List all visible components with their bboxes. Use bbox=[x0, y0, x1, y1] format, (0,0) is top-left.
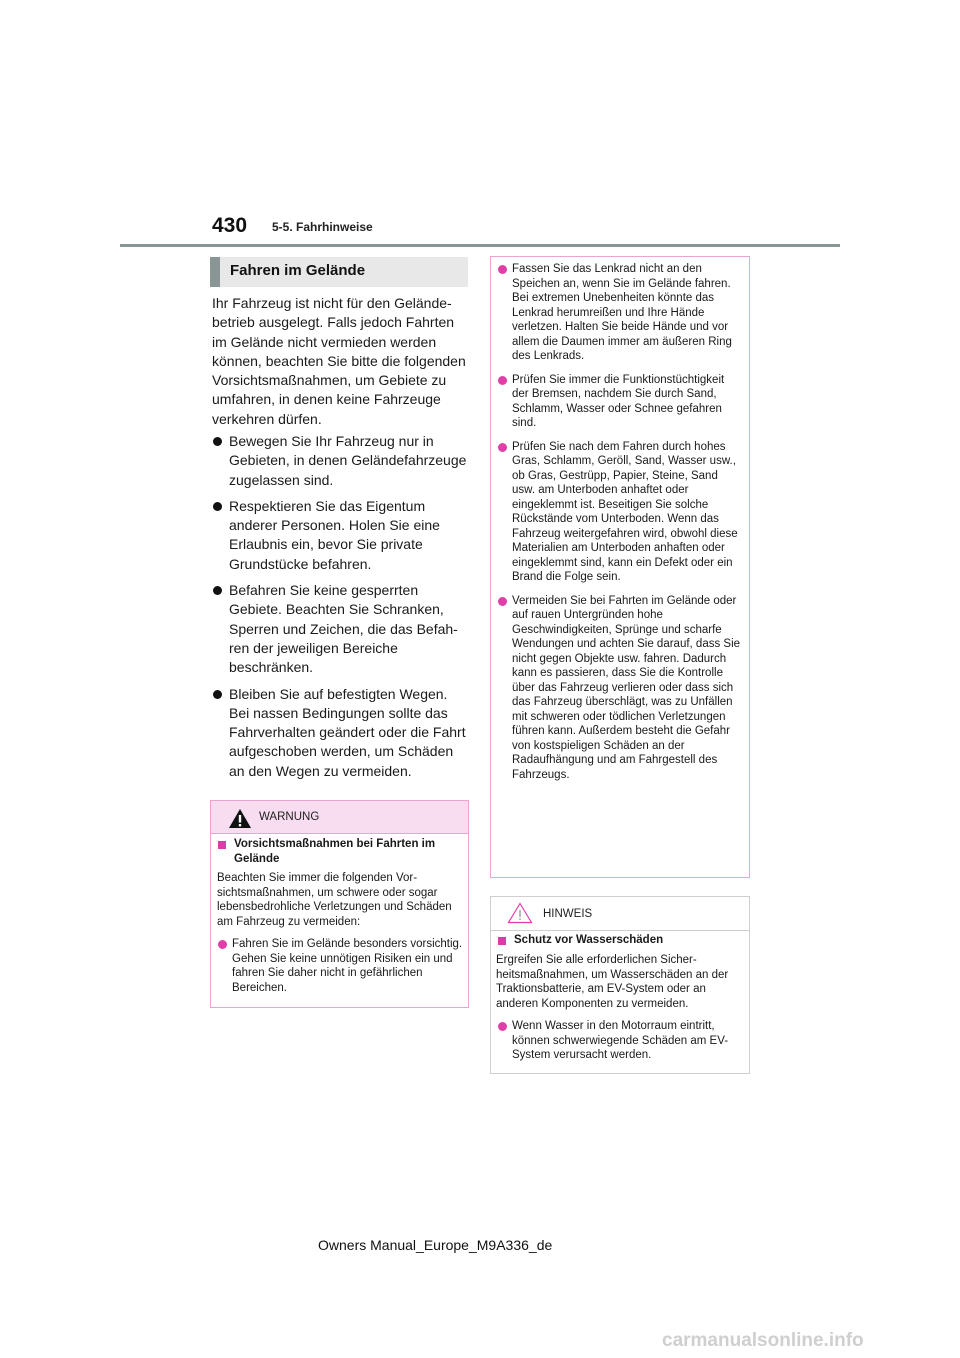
bullet-dot-icon bbox=[213, 690, 222, 699]
warning-box bbox=[210, 800, 469, 1008]
header-divider bbox=[120, 244, 840, 247]
bullet-dot-icon bbox=[213, 586, 222, 595]
list-item bbox=[212, 497, 470, 574]
pink-bullet-icon bbox=[218, 940, 227, 949]
notice-triangle-icon bbox=[507, 902, 533, 924]
footer-text: Owners Manual_Europe_M9A336_de bbox=[318, 1237, 553, 1253]
list-item bbox=[217, 937, 464, 995]
list-item-text: Vermeiden Sie bei Fahrten im Gelände oder auf rauen Untergründen hohe Geschwindigkeiten, Sprünge und scharfe Wendungen und achten Sie darauf, dass Sie nicht gegen Objekte usw. fahren. Dadurch kann es passieren, dass Sie die Kontrolle über das Fahrzeug verlieren oder dass sich das Fahrzeug überschlägt, was zu Unfällen mit schweren oder tödlichen Verletzungen führen kann. Außerdem besteht die Gefahr von kostspieligen Schäden an der Radaufhängung und am Fahrgestell des Fahrzeugs. bbox=[512, 594, 741, 781]
intro-paragraph: Ihr Fahrzeug ist nicht für den Geländebetrieb ausgelegt. Falls jedoch Fahrten im Gelände nicht vermieden werden können, beachten Sie bitte die folgenden Vorsichtsmaßnahmen, um Gebiete zu umfahren, in denen keine Fahrzeuge verkehren dürfen. bbox=[212, 295, 466, 427]
list-item bbox=[212, 432, 470, 490]
notice-list bbox=[497, 1019, 743, 1072]
list-item bbox=[497, 440, 742, 585]
section-heading-text: Fahren im Gelände bbox=[230, 262, 366, 279]
section-header: 5-5. Fahrhinweise bbox=[272, 220, 373, 234]
warning-text: Beachten Sie immer die folgenden Vorsichtsmaßnahmen, um schwere oder sogar lebensbedrohliche Verletzungen und Schäden am Fahrzeug zu vermeiden: bbox=[217, 872, 452, 928]
list-item-text: Fahren Sie im Gelände besonders vorsichtig. Gehen Sie keine unnötigen Risiken ein und fahren Sie daher nicht in gefährlichen Bereichen. bbox=[232, 938, 463, 994]
pink-bullet-icon bbox=[498, 443, 507, 452]
bullet-dot-icon bbox=[213, 437, 222, 446]
list-item-text: Befahren Sie keine gesperrten Gebiete. Beachten Sie Schranken, Sperren und Zeichen, die das Befahren der jeweiligen Bereiche beschränken. bbox=[229, 582, 458, 676]
list-item bbox=[497, 1019, 743, 1063]
notice-box bbox=[490, 896, 750, 1074]
list-item bbox=[497, 594, 742, 783]
pink-bullet-icon bbox=[498, 265, 507, 274]
page-number: 430 bbox=[212, 214, 248, 237]
list-item-text: Respektieren Sie das Eigentum anderer Personen. Holen Sie eine Erlaubnis ein, bevor Sie private Grundstücke befahren. bbox=[229, 497, 440, 572]
notice-subheading bbox=[497, 933, 754, 948]
list-item bbox=[212, 581, 470, 677]
bullet-list bbox=[212, 432, 470, 788]
warning-title-bar bbox=[211, 801, 468, 834]
notice-title-bar bbox=[491, 897, 749, 931]
list-item-text: Bleiben Sie auf befestigten Wegen. Bei nassen Bedingungen sollte das Fahrverhalten geändert oder die Fahrt aufgeschoben werden, um Schäden an den Wegen zu vermeiden. bbox=[229, 685, 466, 779]
list-item-text: Fassen Sie das Lenkrad nicht an den Speichen an, wenn Sie im Gelände fahren. Bei extremen Unebenheiten könnte das Lenkrad herumreißen und Ihre Hände verletzen. Halten Sie beide Hände und vor allem die Daumen immer am äußeren Ring des Lenkrads. bbox=[512, 263, 732, 362]
list-item-text: Bewegen Sie Ihr Fahrzeug nur in Gebieten, in denen Geländefahrzeuge zugelassen sind. bbox=[229, 433, 467, 488]
list-item-text: Prüfen Sie immer die Funktionstüchtigkeit der Bremsen, nachdem Sie durch Sand, Schlamm, Wasser oder Schnee gefahren sind. bbox=[512, 373, 725, 429]
square-bullet-icon bbox=[498, 937, 506, 945]
list-item bbox=[497, 373, 742, 431]
pink-bullet-icon bbox=[498, 1022, 507, 1031]
warning-list bbox=[217, 937, 464, 1004]
section-heading bbox=[210, 257, 468, 287]
warning-title: WARNUNG bbox=[259, 811, 320, 823]
list-item-text: Wenn Wasser in den Motorraum eintritt, können schwerwiegende Schäden am EV-System verursacht werden. bbox=[512, 1020, 729, 1061]
notice-title: HINWEIS bbox=[543, 908, 593, 920]
warning-continued-box bbox=[490, 256, 750, 878]
notice-text: Ergreifen Sie alle erforderlichen Sicherheitsmaßnahmen, um Wasserschäden an der Traktionsbatterie, am EV-System oder an anderen Komponenten zu vermeiden. bbox=[496, 954, 729, 1010]
warning-subheading bbox=[217, 837, 474, 866]
warning-subheading-text: Vorsichtsmaßnahmen bei Fahrten im Gelände bbox=[234, 838, 436, 865]
list-item bbox=[497, 262, 742, 364]
bullet-dot-icon bbox=[213, 502, 222, 511]
watermark: carmanualsonline.info bbox=[662, 1330, 864, 1351]
warning-continued-list bbox=[497, 262, 742, 791]
square-bullet-icon bbox=[218, 841, 226, 849]
list-item-text: Prüfen Sie nach dem Fahren durch hohes Gras, Schlamm, Geröll, Sand, Wasser usw., ob Gras, Gestrüpp, Papier, Steine, Sand usw. am Unterboden anhaftet oder eingeklemmt ist. Beseitigen Sie solche Rückstände vom Unterboden. Wenn das Fahrzeug weitergefahren wird, obwohl diese Materialien am Unterboden anhaften oder eingeklemmt sind, kann ein Defekt oder ein Brand die Folge sein. bbox=[512, 440, 738, 583]
notice-subheading-text: Schutz vor Wasserschäden bbox=[514, 934, 664, 946]
warning-triangle-icon bbox=[228, 808, 252, 829]
pink-bullet-icon bbox=[498, 376, 507, 385]
list-item bbox=[212, 685, 470, 781]
pink-bullet-icon bbox=[498, 597, 507, 606]
